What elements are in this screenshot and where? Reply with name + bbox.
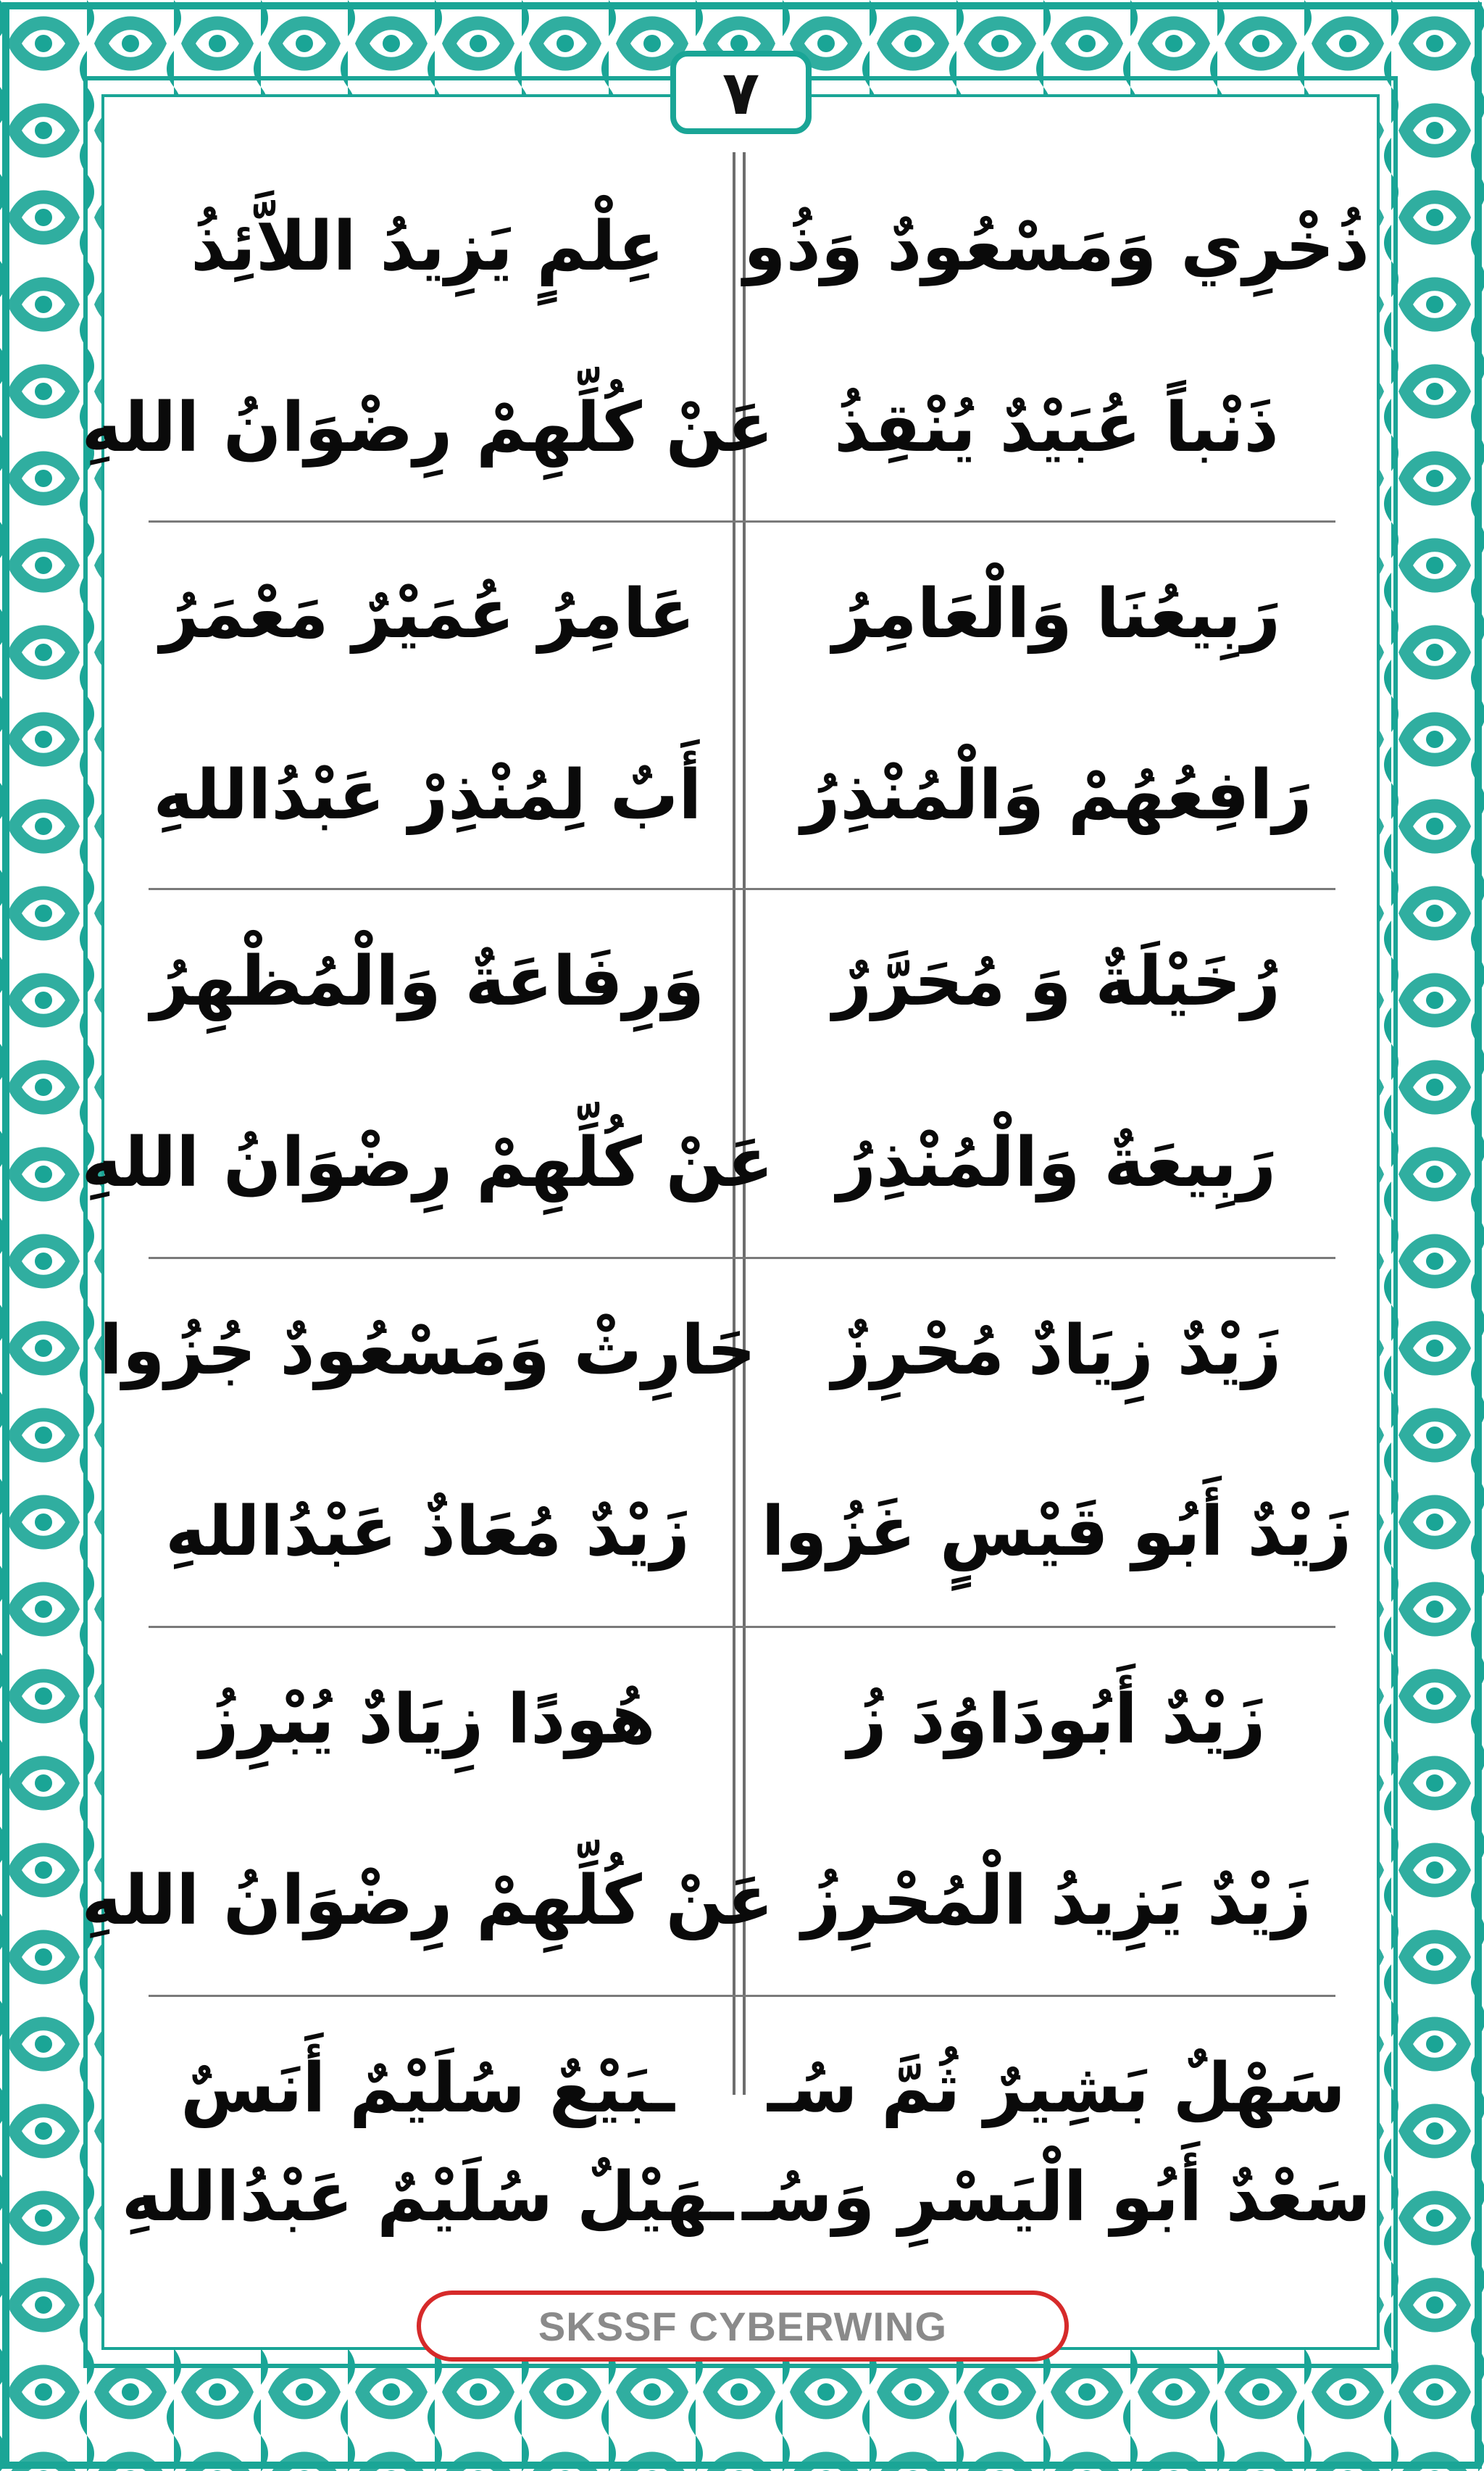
stanza-divider — [149, 1995, 1335, 1997]
hemistich-right: زَيْدٌ أَبُو قَيْسٍ غَزُوا — [761, 1492, 1352, 1571]
hemistich-right: سَعْدٌ أَبُو الْيَسْرِ وَسُـ — [742, 2157, 1371, 2237]
footer-subtitle: CYBERWING — [688, 2303, 948, 2349]
hemistich-left: زَيْدٌ مُعَاذٌ عَبْدُاللهِ — [165, 1492, 690, 1571]
stanza-divider — [149, 1626, 1335, 1628]
hemistich-left: حَارِثْ وَمَسْعُودٌ جُزُوا — [99, 1311, 756, 1390]
hemistich-right: ذُخْرِي وَمَسْعُودٌ وَذُو — [743, 207, 1370, 286]
verse-row — [81, 1810, 1339, 1991]
hemistich-right: رَبِيعُنَا وَالْعَامِرُ — [832, 574, 1281, 654]
hemistich-left: عَنْ كُلِّهِمْ رِضْوَانُ اللهِ — [81, 1861, 774, 1940]
hemistich-left: عَنْ كُلِّهِمْ رِضْوَانُ اللهِ — [81, 1123, 774, 1203]
hemistich-right: رَافِعُهُمْ وَالْمُنْذِرُ — [801, 755, 1312, 835]
verse-row — [145, 523, 1339, 705]
stanza-divider — [149, 888, 1335, 890]
hemistich-right: رُخَيْلَةٌ وَ مُحَرَّرٌ — [832, 942, 1281, 1021]
hemistich-left: عَامِرُ عُمَيْرٌ مَعْمَرُ — [159, 574, 696, 654]
verse-row — [145, 891, 1339, 1072]
stanza-divider — [149, 1257, 1335, 1259]
verse-row — [121, 2106, 1371, 2288]
hemistich-right: رَبِيعَةٌ وَالْمُنْذِرُ — [836, 1123, 1277, 1203]
hemistich-left: هُودًا زِيَادٌ يُبْرِزُ — [199, 1679, 656, 1759]
verse-row — [145, 705, 1339, 886]
hemistich-left: أَبٌ لِمُنْذِرْ عَبْدُاللهِ — [153, 755, 702, 835]
verse-row — [145, 156, 1370, 337]
hemistich-right: سَهْلٌ بَشِيرٌ ثُمَّ سُـ — [767, 2048, 1346, 2128]
verse-row — [145, 1629, 1339, 1810]
hemistich-right: زَيْدٌ زِيَادٌ مُحْرِزٌ — [831, 1311, 1282, 1390]
hemistich-left: وَرِفَاعَةٌ وَالْمُظْهِرُ — [150, 942, 705, 1021]
hemistich-right: زَيْدٌ أَبُودَاوُدَ زُ — [847, 1679, 1266, 1759]
footer-brand-badge — [417, 2291, 1069, 2362]
verse-row — [81, 337, 1339, 518]
hemistich-left: عَنْ كُلِّهِمْ رِضْوَانُ اللهِ — [81, 388, 774, 468]
hemistich-right: ذَنْباً عُبَيْدٌ يُنْقِذُ — [834, 388, 1279, 468]
hemistich-left: ـبَيْعٌ سُلَيْمٌ أَنَسٌ — [180, 2048, 675, 2128]
footer-brand: SKSSF — [538, 2303, 678, 2349]
hemistich-right: زَيْدٌ يَزِيدُ الْمُحْرِزُ — [801, 1861, 1312, 1940]
verse-row — [145, 1441, 1352, 1622]
stanza-divider — [149, 520, 1335, 523]
hemistich-left: عِلْمٍ يَزِيدُ اللاَّئِذُ — [191, 207, 664, 286]
verse-row — [81, 1072, 1339, 1253]
hemistich-left: ـهَيْلٌ سُلَيْمٌ عَبْدُاللهِ — [121, 2157, 734, 2237]
verse-row — [99, 1260, 1339, 1441]
page-number: ٧ — [670, 51, 812, 134]
